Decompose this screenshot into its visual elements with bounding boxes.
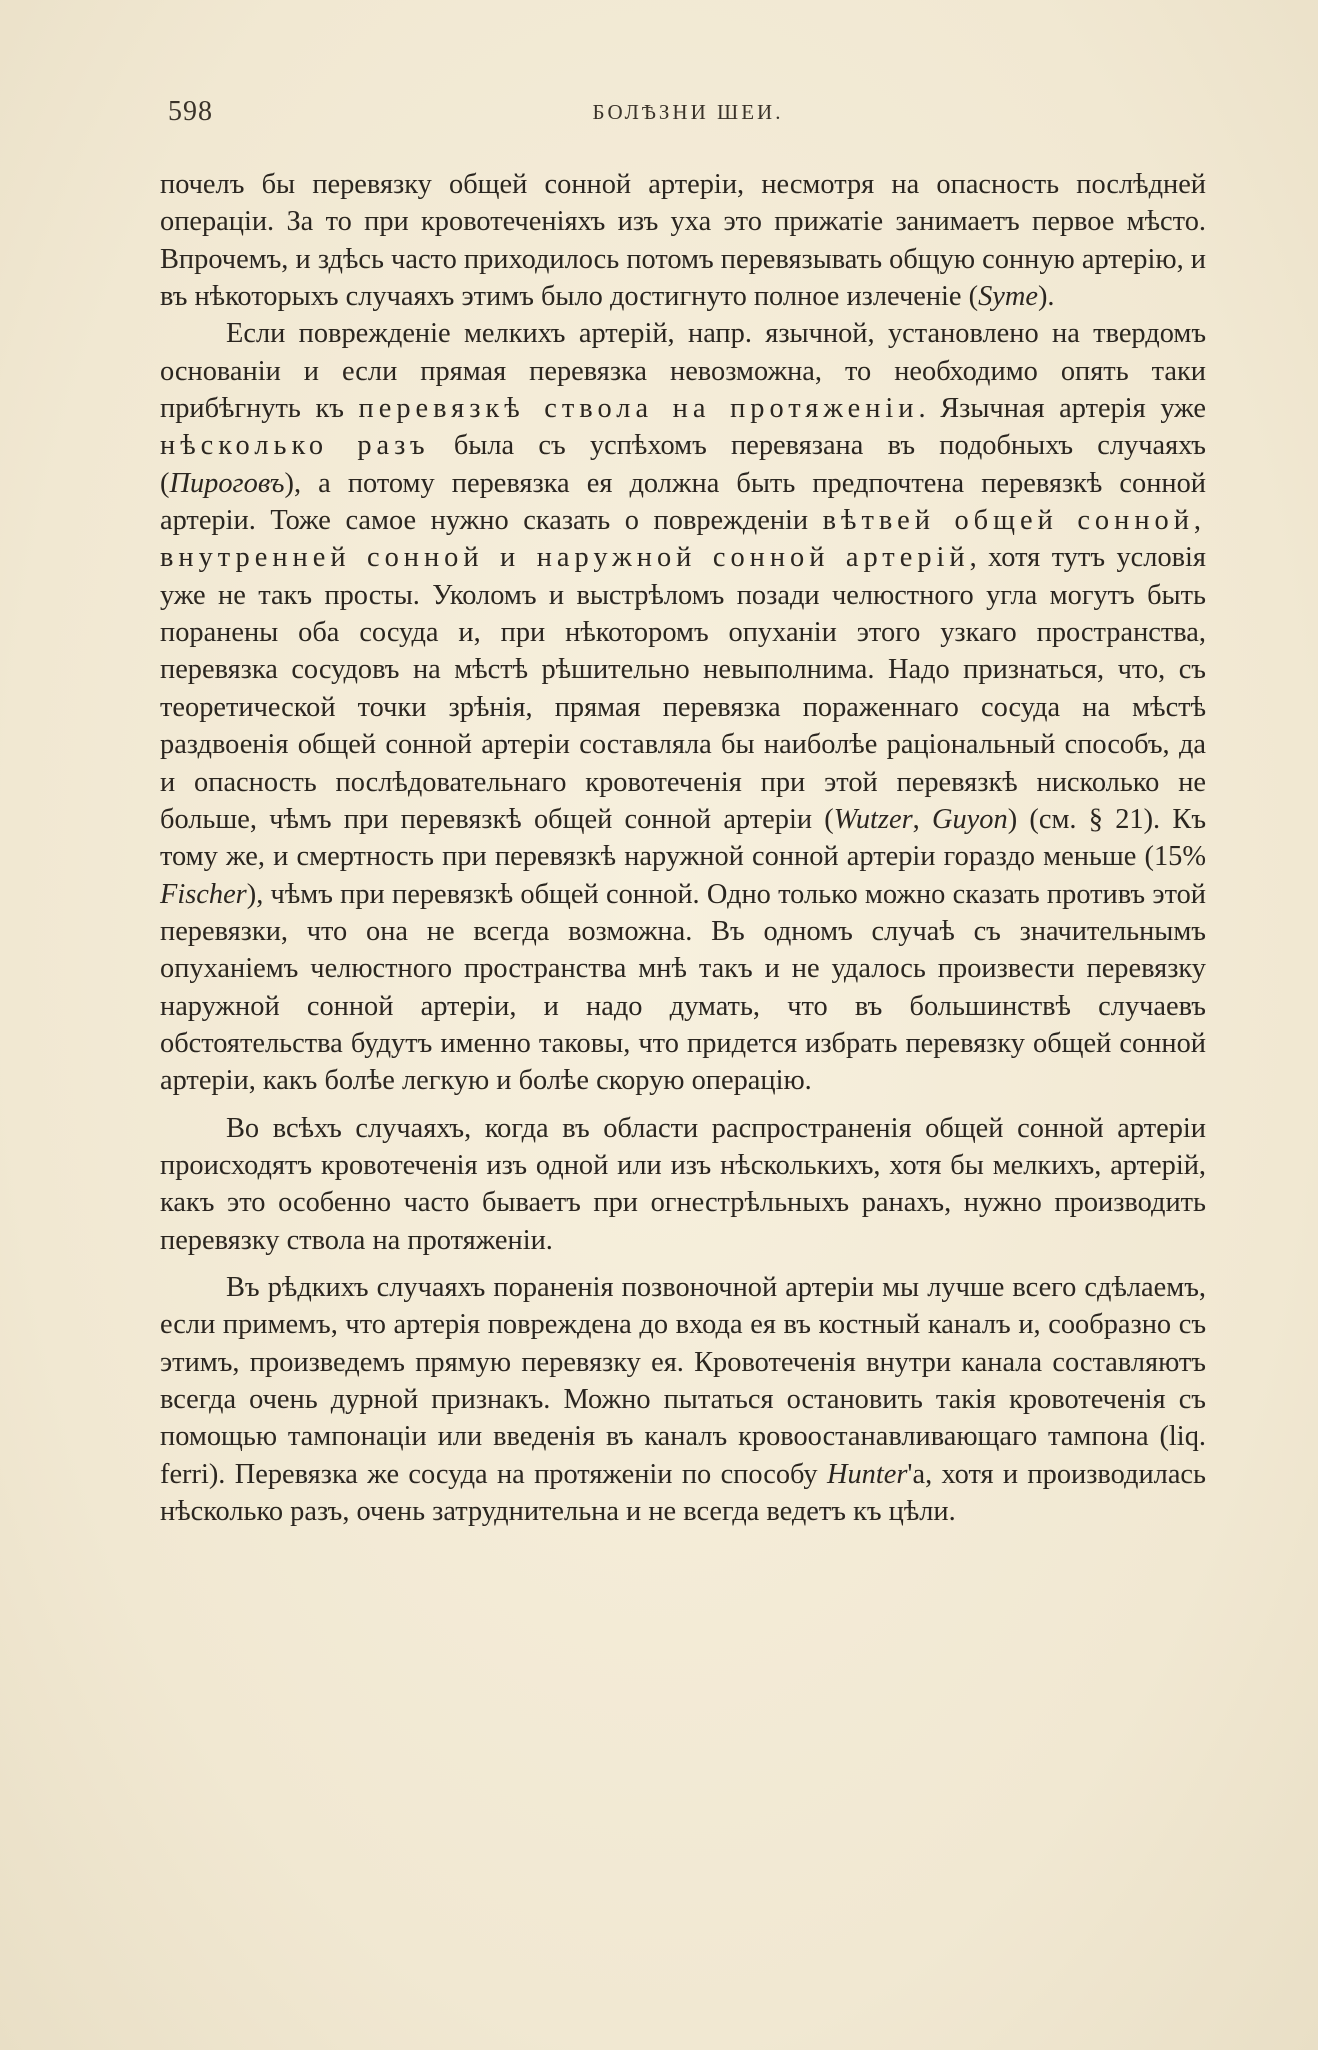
paragraph: [160, 166, 1206, 315]
text-run: ), чѣмъ при перевязкѣ общей сонной. Одно только можно сказать противъ этой перевязки, что она не всегда возможна. Въ одномъ случаѣ съ значительнымъ опуханіемъ челюстного пространства мнѣ такъ и не удалось произвести перевязку наружной сонной артеріи, и надо думать, что въ большинствѣ случаевъ обстоятельства будутъ именно таковы, что придется избрать перевязку общей сонной артеріи, какъ болѣе легкую и болѣе скорую операцію.: [160, 878, 1206, 1097]
author-name: Hunter: [826, 1458, 908, 1490]
author-name: Пироговъ: [169, 467, 285, 499]
spaced-emphasis: перевязкѣ ствола на протяженіи: [358, 393, 919, 425]
paragraph-gap: [160, 1100, 1206, 1110]
text-run: Если поврежденіе мелкихъ артерій, напр. язычной, установлено на твердомъ основаніи и если прямая перевязка невозможна, то необходимо опять таки прибѣгнуть къ: [160, 318, 1206, 425]
paragraph-gap: [160, 1259, 1206, 1269]
text-run: ).: [1037, 281, 1055, 313]
text-run: почелъ бы перевязку общей сонной артеріи, несмотря на опасность послѣдней операціи. За то при кровотеченіяхъ изъ уха это прижатіе занимаетъ первое мѣсто. Впрочемъ, и здѣсь часто приходилось потомъ перевязывать общую сонную артерію, и въ нѣкоторыхъ случаяхъ этимъ было достигнуто полное излеченіе (: [160, 169, 1206, 313]
page-number: 598: [168, 96, 213, 127]
author-name: Guyon: [931, 803, 1008, 835]
body-text: [160, 166, 1206, 1530]
paragraph: [160, 1269, 1206, 1530]
text-run: 'а, хотя и производилась нѣсколько разъ, очень затруднительна и не всегда ведетъ къ цѣли.: [160, 1458, 1206, 1528]
text-run: Въ рѣдкихъ случаяхъ пораненія позвоночной артеріи мы лучше всего сдѣлаемъ, если примемъ, что артерія повреждена до входа ея въ костный каналъ и, сообразно съ этимъ, произведемъ прямую перевязку ея. Кровотеченія внутри канала составляютъ всегда очень дурной признакъ. Можно пытаться остановить такія кровотеченія съ помощью тампонаціи или введенія въ каналъ кровоостанавливающаго тампона (liq. ferri). Перевязка же сосуда на протяженіи по способу: [160, 1271, 1206, 1490]
spaced-emphasis: вѣтвей общей сонной, внутренней сонной и наружной сонной артерій: [160, 505, 1206, 574]
author-name: Fischer: [160, 878, 247, 910]
paragraph: [160, 1110, 1206, 1259]
text-run: ), а потому перевязка ея должна быть предпочтена перевязкѣ сонной артеріи. Тоже самое нужно сказать о поврежденіи: [160, 467, 1206, 537]
text-run: , хотя тутъ условія уже не такъ просты. Уколомъ и выстрѣломъ позади челюстного угла могутъ быть поранены оба сосуда и, при нѣкоторомъ опуханіи этого узкаго пространства, перевязка сосудовъ на мѣстѣ рѣшительно невыполнима. Надо признаться, что, съ теоретической точки зрѣнія, прямая перевязка пораженнаго сосуда на мѣстѣ раздвоенія общей сонной артеріи составляла бы наиболѣе раціональный способъ, да и опасность послѣдовательнаго кровотеченія при этой перевязкѣ нисколько не больше, чѣмъ при перевязкѣ общей сонной артеріи (: [160, 542, 1206, 835]
text-run: ) (см. § 21). Къ тому же, и смертность при перевязкѣ наружной сонной артеріи гораздо меньше (15%: [160, 803, 1207, 873]
spaced-emphasis: нѣсколько разъ: [160, 430, 430, 462]
paragraph: [160, 315, 1206, 1099]
running-head: [168, 96, 1208, 136]
author-name: Syme: [978, 281, 1038, 313]
text-run: была съ успѣхомъ перевязана въ подобныхъ случаяхъ (: [160, 430, 1206, 499]
text-run: . Язычная артерія уже: [918, 393, 1207, 425]
author-name: Wutzer: [833, 803, 913, 835]
running-title: БОЛѢЗНИ ШЕИ.: [592, 100, 784, 124]
text-run: ,: [912, 803, 932, 835]
text-run: Во всѣхъ случаяхъ, когда въ области распространенія общей сонной артеріи происходятъ кровотеченія изъ одной или изъ нѣсколькихъ, хотя бы мелкихъ, артерій, какъ это особенно часто бываетъ при огнестрѣльныхъ ранахъ, нужно производить перевязку ствола на протяженіи.: [160, 1112, 1206, 1256]
